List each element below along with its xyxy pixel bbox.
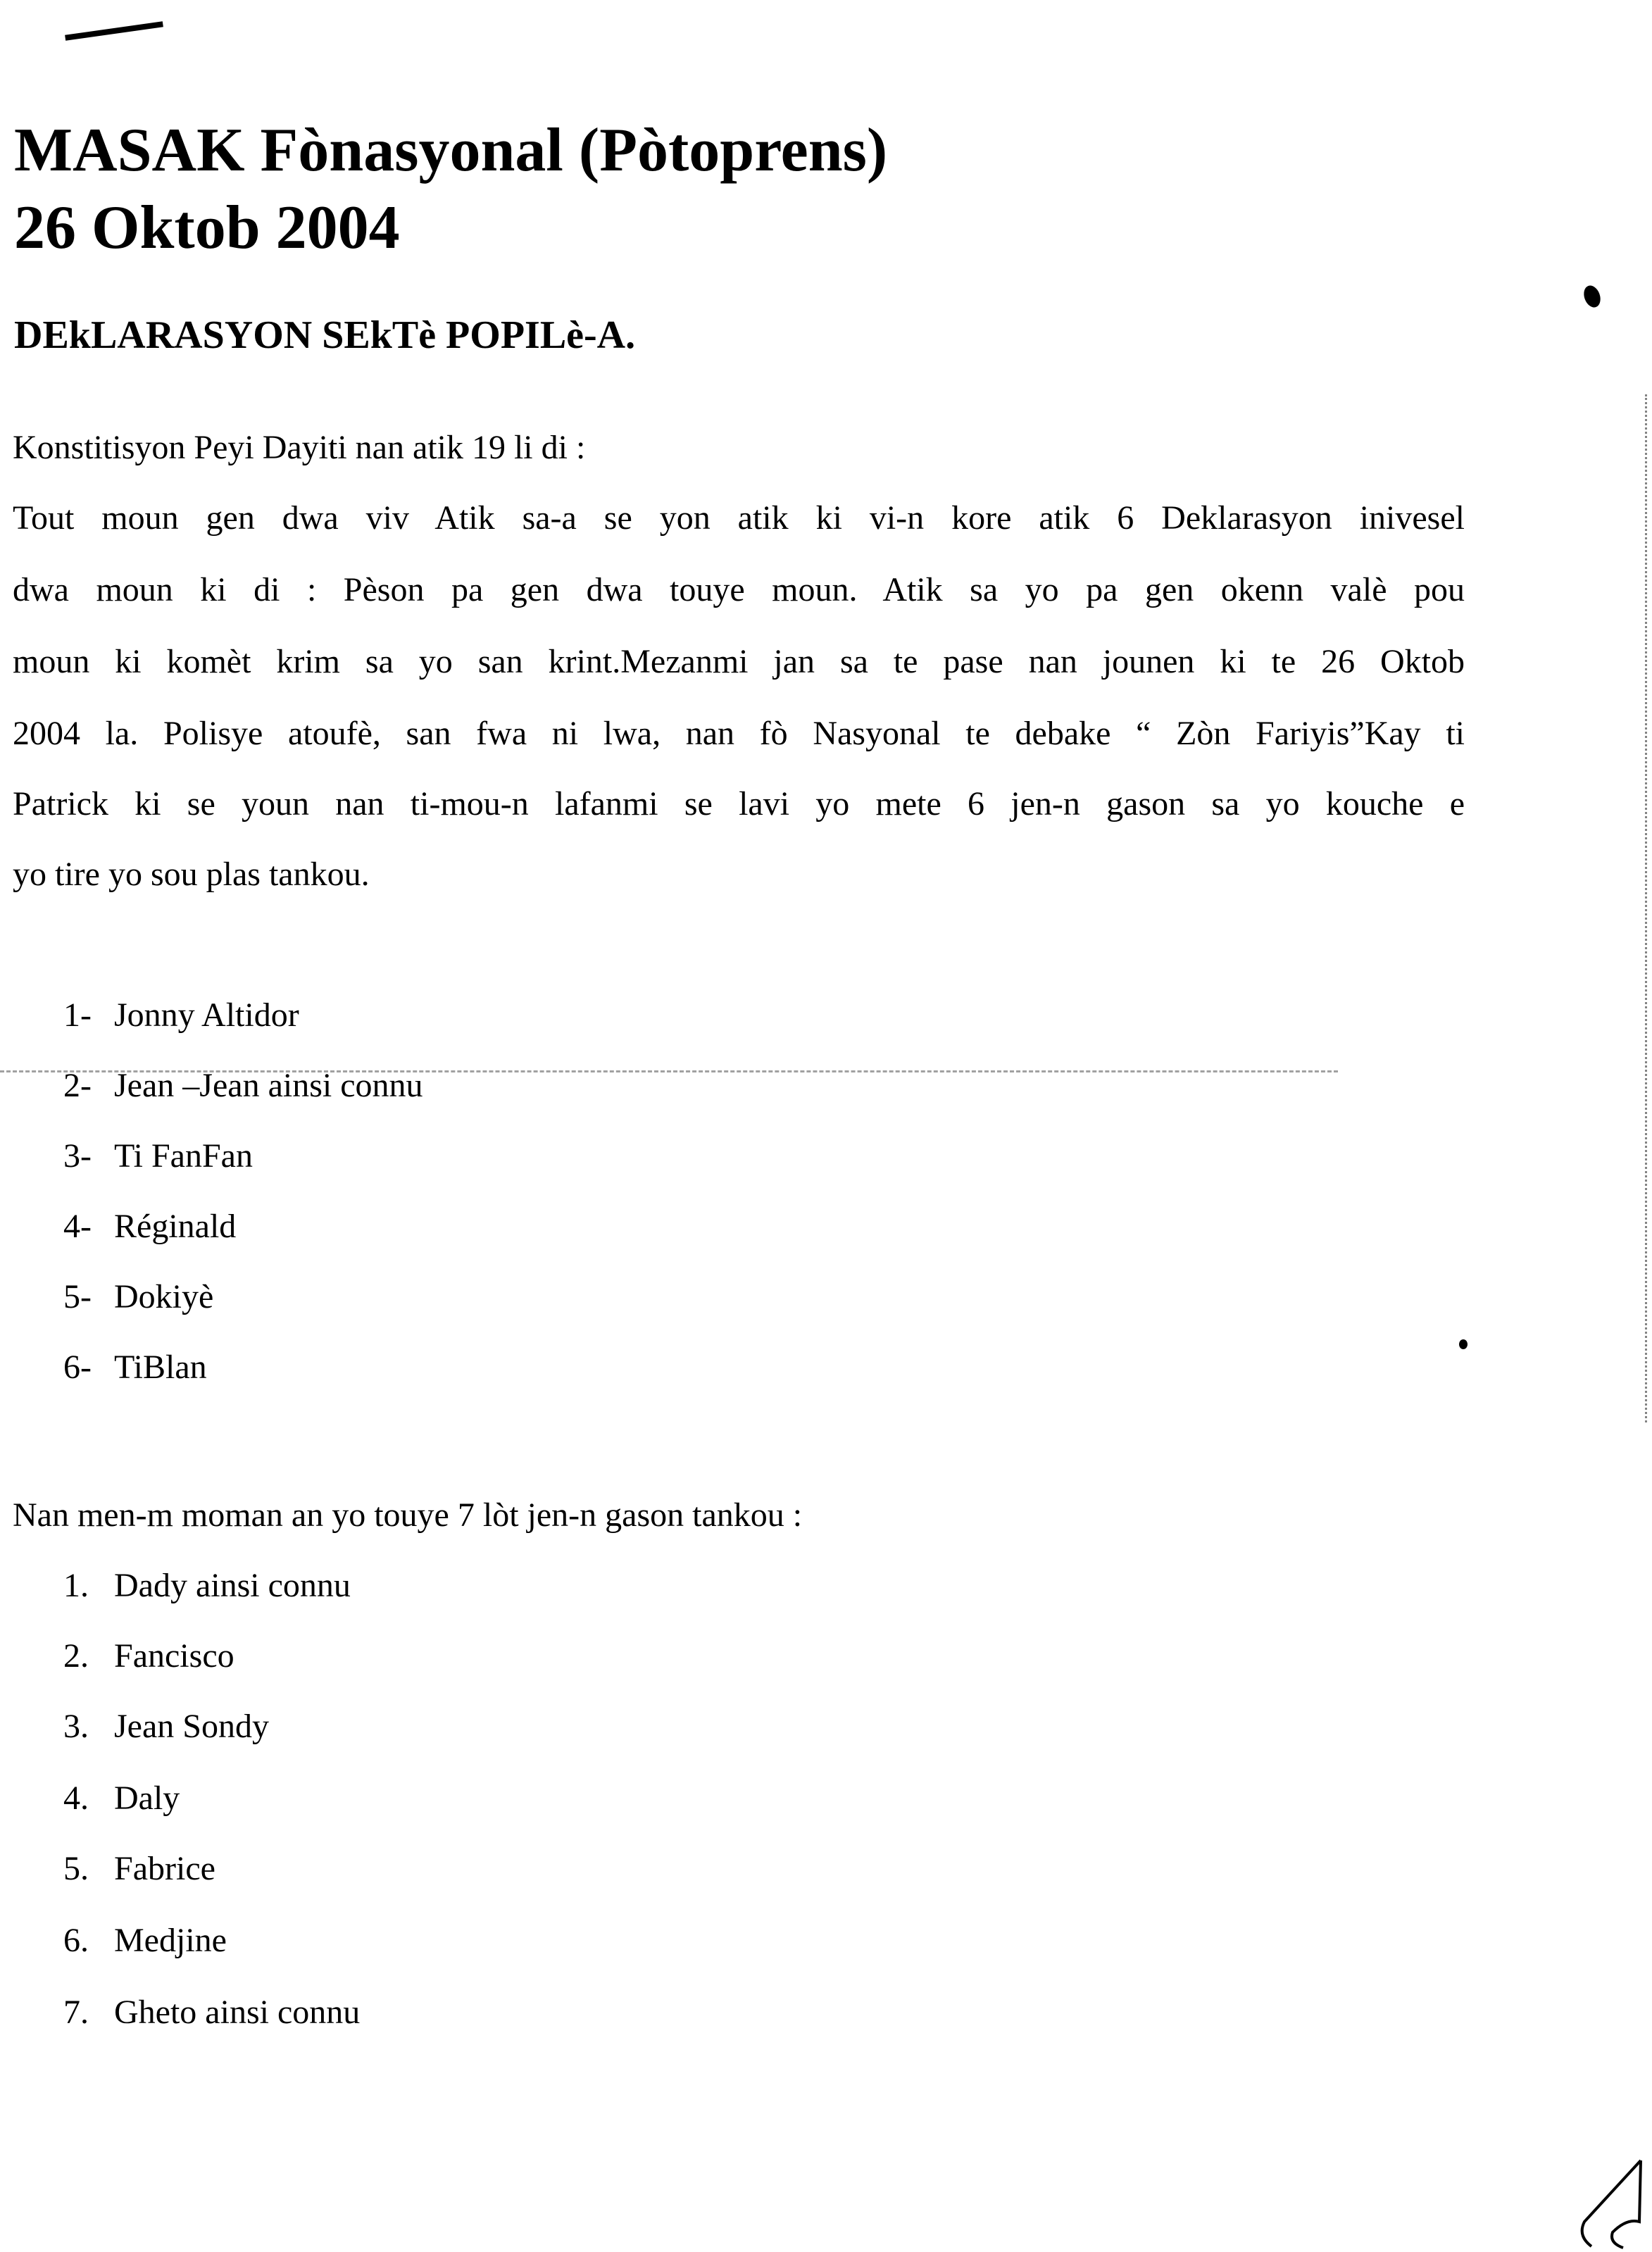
list-item: 5. Fabrice — [63, 1850, 215, 1887]
paragraph-line: Tout moun gen dwa viv Atik sa-a se yon atik ki vi-n kore atik 6 Deklarasyon inivesel — [13, 499, 1465, 537]
scan-mark-top-left — [65, 21, 163, 40]
list-item: 2. Fancisco — [63, 1637, 234, 1675]
paragraph-line: dwa moun ki di : Pèson pa gen dwa touye moun. Atik sa yo pa gen okenn valè pou — [13, 571, 1465, 608]
list-item: 1. Dady ainsi connu — [63, 1567, 351, 1604]
list-item: 4- Réginald — [63, 1208, 237, 1245]
handwritten-mark — [1570, 2155, 1648, 2252]
list-item: 2- Jean –Jean ainsi connu — [63, 1067, 423, 1104]
list-item: 5- Dokiyè — [63, 1278, 214, 1315]
constitution-intro: Konstitisyon Peyi Dayiti nan atik 19 li di : — [13, 429, 586, 466]
scan-edge-line — [1645, 394, 1649, 1422]
paragraph-line: yo tire yo sou plas tankou. — [13, 856, 370, 893]
document-date: 26 Oktob 2004 — [14, 194, 400, 262]
second-intro: Nan men-m moman an yo touye 7 lòt jen-n gason tankou : — [13, 1496, 803, 1534]
list-item: 7. Gheto ainsi connu — [63, 1994, 361, 2031]
list-item: 3. Jean Sondy — [63, 1708, 269, 1745]
paragraph-line: 2004 la. Polisye atoufè, san fwa ni lwa, nan fò Nasyonal te debake “ Zòn Fariyis”Kay ti — [13, 715, 1465, 752]
document-title: MASAK Fònasyonal (Pòtoprens) — [14, 116, 888, 184]
paragraph-line: moun ki komèt krim sa yo san krint.Mezanmi jan sa te pase nan jounen ki te 26 Oktob — [13, 643, 1465, 680]
list-item: 1- Jonny Altidor — [63, 996, 299, 1034]
list-item: 4. Daly — [63, 1779, 180, 1817]
list-item: 6- TiBlan — [63, 1349, 207, 1386]
ink-blot — [1581, 283, 1603, 310]
paragraph-line: Patrick ki se youn nan ti-mou-n lafanmi se lavi yo mete 6 jen-n gason sa yo kouche e — [13, 785, 1465, 822]
declaration-heading: DEkLARASYON SEkTè POPILè-A. — [14, 313, 636, 357]
list-item: 3- Ti FanFan — [63, 1137, 253, 1175]
ink-dot — [1459, 1339, 1468, 1349]
list-item: 6. Medjine — [63, 1922, 227, 1959]
